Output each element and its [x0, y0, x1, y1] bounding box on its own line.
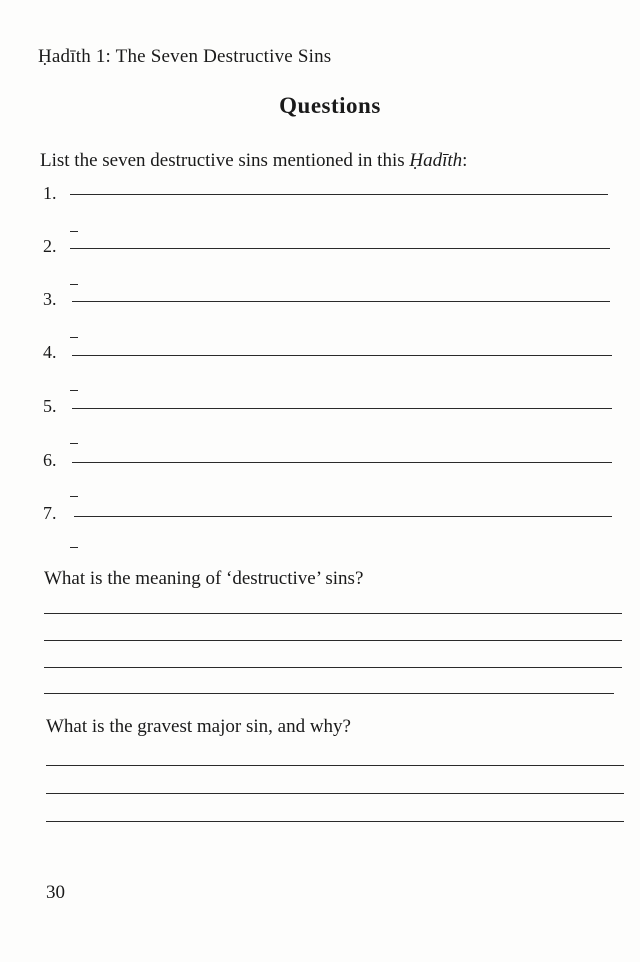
list-item-number-2: 2.	[43, 236, 57, 256]
dash-mark-2	[70, 284, 78, 285]
question-1-prompt	[40, 150, 467, 172]
page-number: 30	[46, 882, 65, 903]
list-item-number-5: 5.	[43, 396, 57, 416]
question-1-prompt-text: List the seven destructive sins mentioned in this	[40, 150, 410, 171]
list-item-number-1: 1.	[43, 183, 57, 203]
list-item-number-7: 7.	[43, 503, 57, 523]
question-2-answer-line-3[interactable]	[44, 667, 622, 668]
list-item-number-6: 6.	[43, 450, 57, 470]
question-2-answer-line-4[interactable]	[44, 693, 614, 694]
question-1-prompt-suffix: :	[462, 150, 468, 171]
dash-mark-4	[70, 390, 78, 391]
question-2-answer-line-2[interactable]	[44, 640, 622, 641]
question-2-answer-line-1[interactable]	[44, 613, 622, 614]
list-item-number-3: 3.	[43, 289, 57, 309]
answer-line-1[interactable]	[70, 194, 608, 195]
dash-mark-6	[70, 496, 78, 497]
dash-mark-7	[70, 547, 78, 548]
answer-line-7[interactable]	[74, 516, 612, 517]
answer-line-3[interactable]	[72, 301, 610, 302]
question-3-answer-line-3[interactable]	[46, 821, 624, 822]
answer-line-2[interactable]	[70, 248, 610, 249]
dash-mark-1	[70, 231, 78, 232]
question-2-prompt: What is the meaning of ‘destructive’ sins?	[44, 568, 364, 589]
page-title: Questions	[279, 93, 381, 118]
question-3-prompt: What is the gravest major sin, and why?	[46, 716, 351, 737]
answer-line-6[interactable]	[72, 462, 612, 463]
question-3-answer-line-2[interactable]	[46, 793, 624, 794]
answer-line-4[interactable]	[72, 355, 612, 356]
dash-mark-5	[70, 443, 78, 444]
running-header: Ḥadīth 1: The Seven Destructive Sins	[38, 46, 332, 67]
answer-line-5[interactable]	[72, 408, 612, 409]
question-1-prompt-italic: Ḥadīth	[409, 150, 463, 171]
list-item-number-4: 4.	[43, 342, 57, 362]
dash-mark-3	[70, 337, 78, 338]
question-3-answer-line-1[interactable]	[46, 765, 624, 766]
